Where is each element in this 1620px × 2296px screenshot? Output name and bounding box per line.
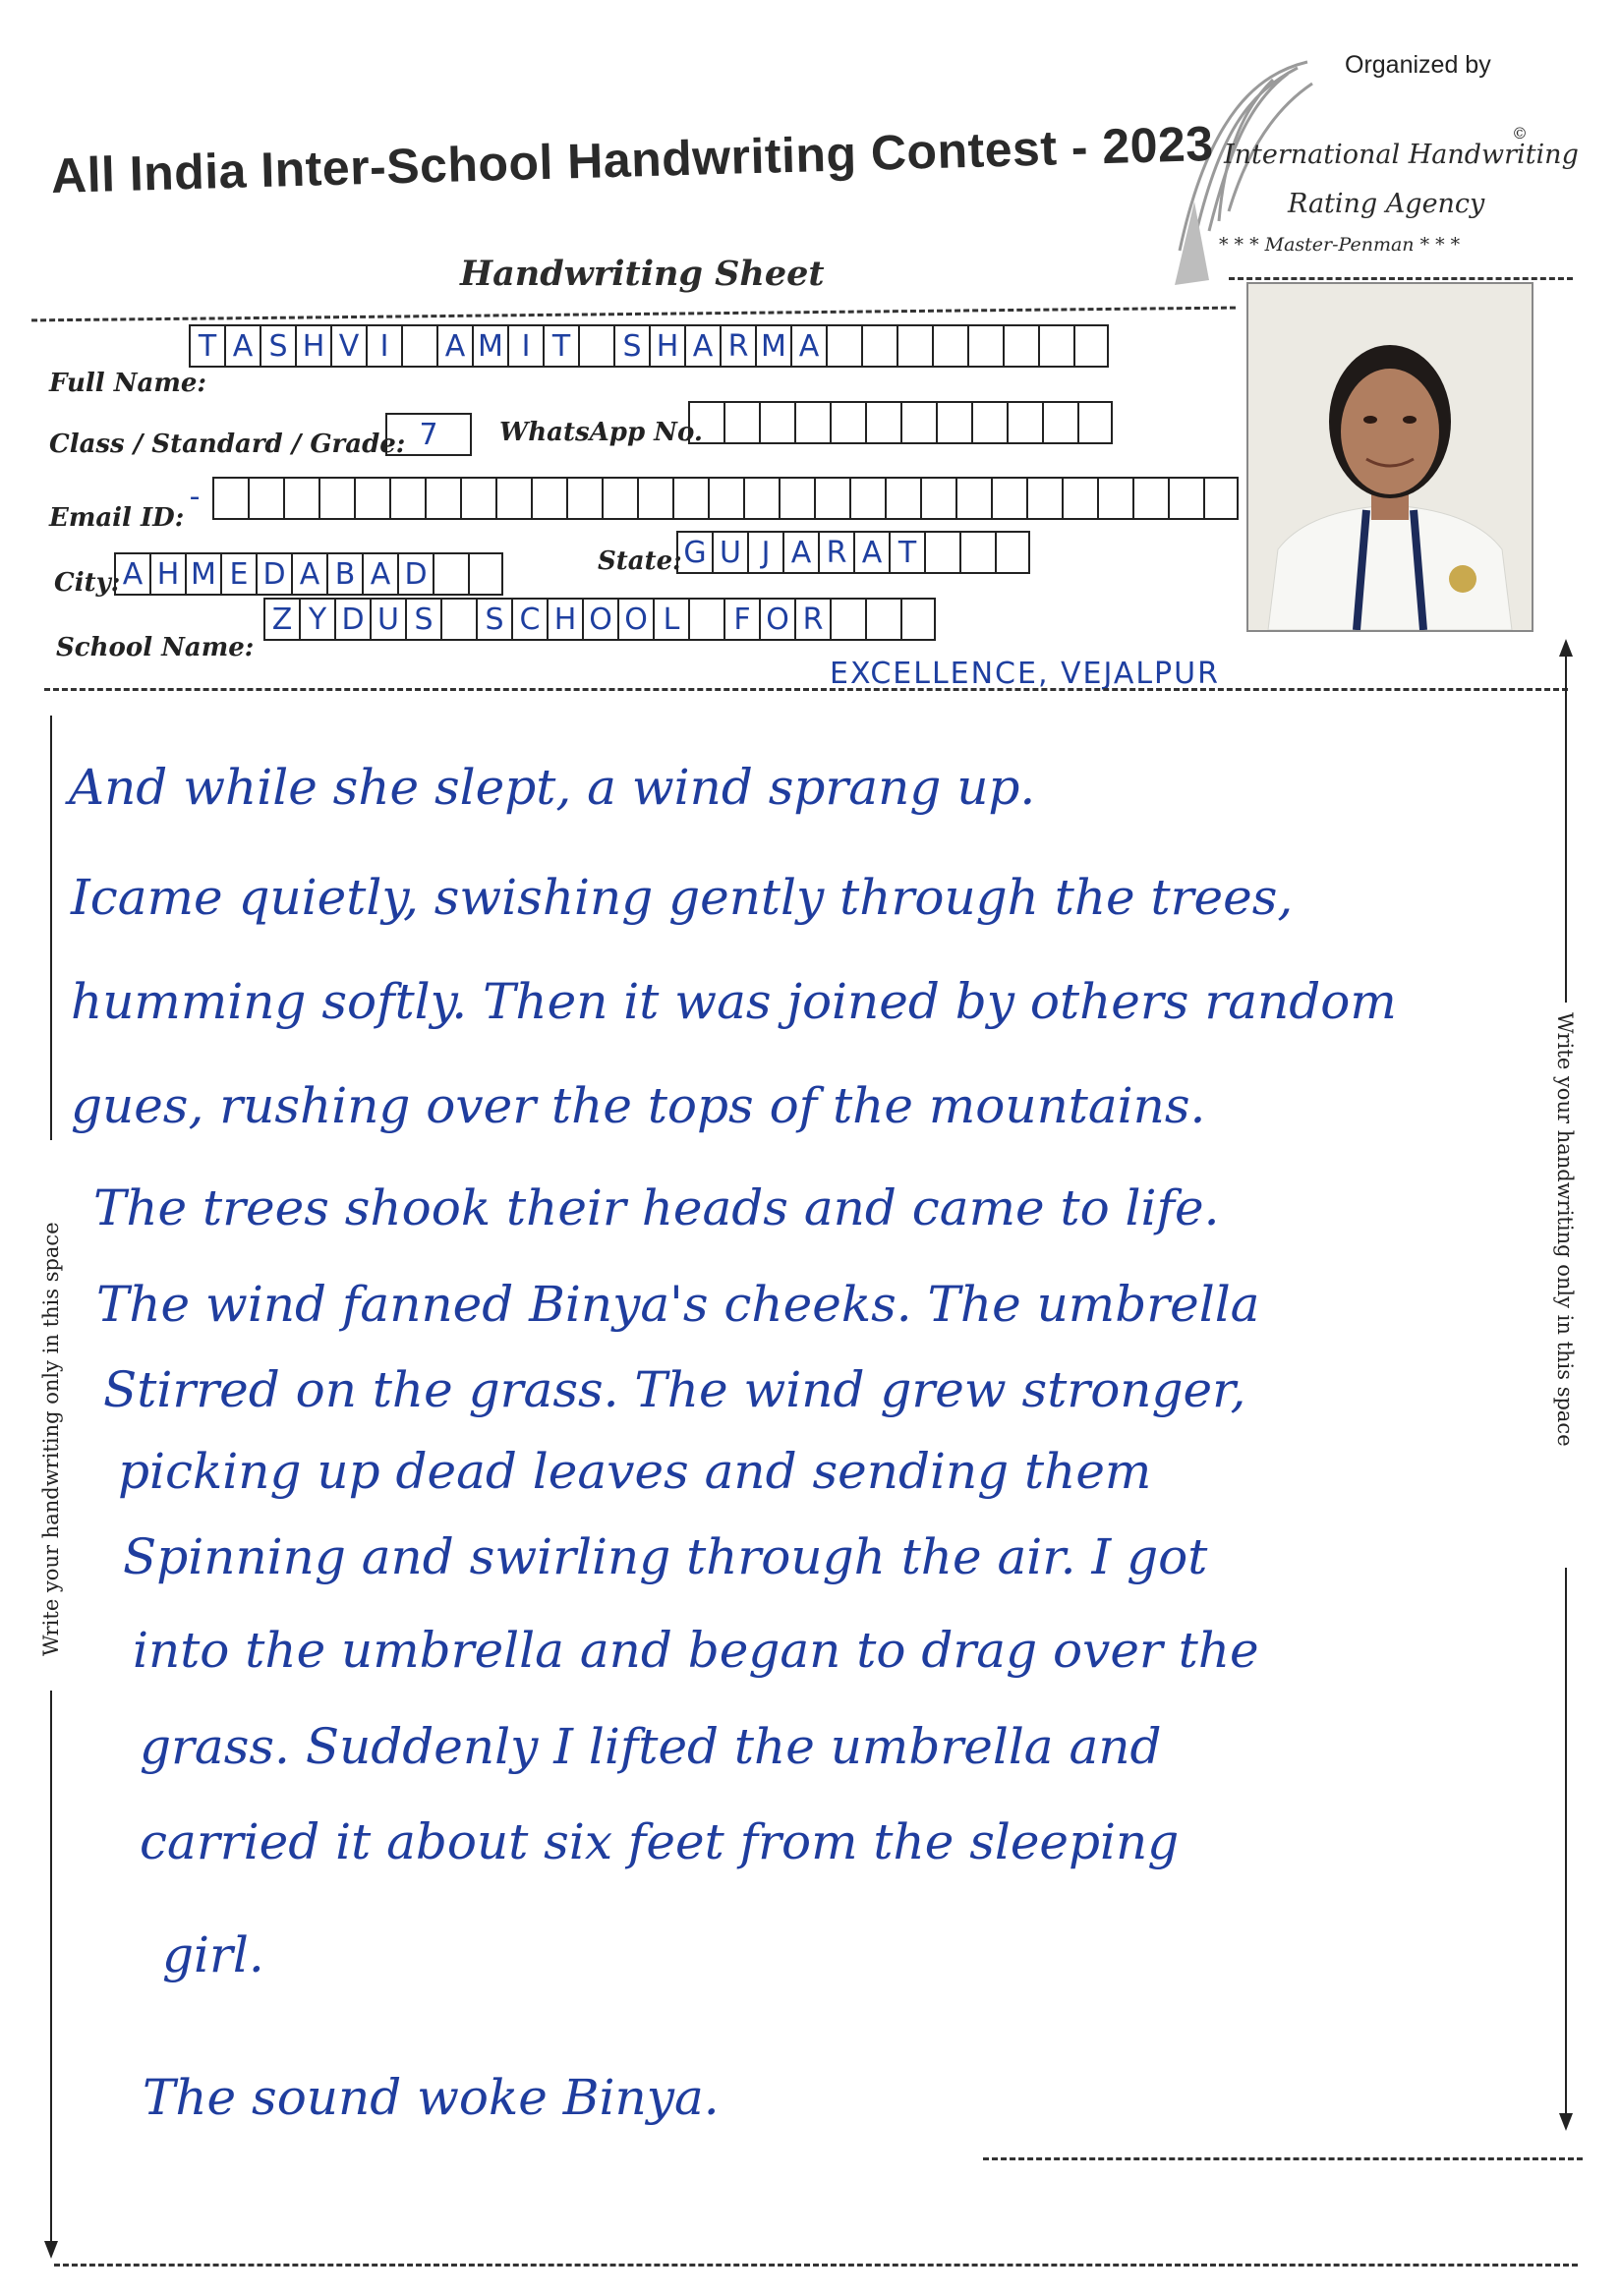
school-name-label: School Name: (56, 633, 255, 662)
character-box (971, 401, 1007, 444)
character-box (995, 531, 1030, 574)
character-box (743, 477, 779, 520)
character-box: A (436, 324, 472, 368)
character-box (1007, 401, 1042, 444)
character-box: I (507, 324, 543, 368)
handwriting-line: The trees shook their heads and came to life. (93, 1179, 1220, 1236)
character-box: M (755, 324, 790, 368)
state-label: State: (598, 546, 682, 576)
character-box: D (334, 598, 370, 641)
character-box: H (149, 552, 185, 596)
left-margin-note: Write your handwriting only in this space (39, 1222, 63, 1656)
character-box: L (653, 598, 688, 641)
character-box (1077, 401, 1113, 444)
full-name-label: Full Name: (49, 369, 206, 398)
character-box: O (617, 598, 653, 641)
handwriting-line: gues, rushing over the tops of the mountains. (71, 1077, 1206, 1134)
character-box (955, 477, 991, 520)
character-box: T (889, 531, 924, 574)
character-box (920, 477, 955, 520)
bottom-divider (54, 2264, 1578, 2267)
character-box (708, 477, 743, 520)
bottom-divider-right (983, 2157, 1583, 2160)
character-box (794, 401, 830, 444)
handwriting-line: Icame quietly, swishing gently through the trees, (71, 869, 1294, 926)
character-box (1203, 477, 1239, 520)
character-box: A (291, 552, 326, 596)
character-box (779, 477, 814, 520)
character-box (865, 598, 900, 641)
whatsapp-field[interactable] (688, 401, 1113, 444)
character-box (830, 598, 865, 641)
character-box: O (582, 598, 617, 641)
handwriting-line: carried it about six feet from the sleeping (140, 1813, 1180, 1870)
character-box (283, 477, 318, 520)
character-box: A (782, 531, 818, 574)
character-box (924, 531, 959, 574)
character-box: F (723, 598, 759, 641)
character-box (354, 477, 389, 520)
character-box (865, 401, 900, 444)
character-box (900, 598, 936, 641)
handwriting-line: picking up dead leaves and sending them (118, 1443, 1152, 1500)
character-box: A (362, 552, 397, 596)
character-box: S (405, 598, 440, 641)
photo-divider (1229, 277, 1573, 280)
character-box: A (790, 324, 826, 368)
copyright-icon: © (1512, 124, 1528, 143)
character-box (967, 324, 1003, 368)
character-box: H (295, 324, 330, 368)
student-photo (1246, 282, 1533, 632)
character-box: R (720, 324, 755, 368)
character-box (1026, 477, 1062, 520)
character-box: A (114, 552, 149, 596)
sheet-title: Handwriting Sheet (460, 254, 825, 294)
agency-name-line2: Rating Agency (1288, 189, 1485, 219)
character-box: M (472, 324, 507, 368)
character-box (1062, 477, 1097, 520)
character-box (991, 477, 1026, 520)
character-box: V (330, 324, 366, 368)
character-box (885, 477, 920, 520)
character-box (602, 477, 637, 520)
character-box: D (256, 552, 291, 596)
character-box (318, 477, 354, 520)
character-box: M (185, 552, 220, 596)
agency-name-line1: International Handwriting (1224, 140, 1579, 170)
character-box: S (476, 598, 511, 641)
character-box (1073, 324, 1109, 368)
character-box: A (684, 324, 720, 368)
character-box: Z (263, 598, 299, 641)
school-name-continued: EXCELLENCE, VEJALPUR (830, 657, 1220, 691)
email-label: Email ID: (49, 503, 185, 533)
character-box (1097, 477, 1132, 520)
agency-tagline: * * * Master-Penman * * * (1219, 234, 1461, 256)
character-box (248, 477, 283, 520)
character-box: U (712, 531, 747, 574)
handwriting-line: grass. Suddenly I lifted the umbrella and (140, 1718, 1162, 1775)
right-margin-note: Write your handwriting only in this space (1553, 1012, 1577, 1447)
character-box: D (397, 552, 433, 596)
character-box: I (366, 324, 401, 368)
handwriting-line: Stirred on the grass. The wind grew stronger, (103, 1361, 1246, 1418)
character-box: R (818, 531, 853, 574)
grade-label: Class / Standard / Grade: (49, 430, 406, 459)
character-box: T (189, 324, 224, 368)
character-box (566, 477, 602, 520)
character-box (425, 477, 460, 520)
character-box (759, 401, 794, 444)
character-box (433, 552, 468, 596)
character-box: T (543, 324, 578, 368)
full-name-field[interactable] (189, 324, 1109, 368)
character-box (959, 531, 995, 574)
city-field[interactable] (114, 552, 503, 596)
character-box: C (511, 598, 547, 641)
handwriting-line: humming softly. Then it was joined by others random (71, 973, 1397, 1030)
character-box: E (220, 552, 256, 596)
school-name-field[interactable] (263, 598, 936, 641)
character-box: A (224, 324, 260, 368)
character-box (401, 324, 436, 368)
whatsapp-label: WhatsApp No. (499, 418, 703, 447)
header-divider (31, 307, 1236, 322)
character-box (932, 324, 967, 368)
character-box (861, 324, 897, 368)
organized-by-label: Organized by (1345, 51, 1491, 79)
character-box: U (370, 598, 405, 641)
character-box (637, 477, 672, 520)
character-box (440, 598, 476, 641)
character-box (1003, 324, 1038, 368)
character-box (389, 477, 425, 520)
character-box: B (326, 552, 362, 596)
character-box (826, 324, 861, 368)
character-box (900, 401, 936, 444)
character-box (495, 477, 531, 520)
character-box (1132, 477, 1168, 520)
character-box: R (794, 598, 830, 641)
character-box (936, 401, 971, 444)
character-box: S (613, 324, 649, 368)
character-box (212, 477, 248, 520)
grade-value: 7 (385, 413, 472, 456)
character-box: H (547, 598, 582, 641)
handwriting-line: The wind fanned Binya's cheeks. The umbrella (96, 1276, 1260, 1333)
grade-field[interactable] (385, 413, 472, 456)
character-box (814, 477, 849, 520)
character-box (460, 477, 495, 520)
character-box (672, 477, 708, 520)
character-box: J (747, 531, 782, 574)
character-box (1038, 324, 1073, 368)
character-box (578, 324, 613, 368)
state-field[interactable] (676, 531, 1030, 574)
handwriting-line: girl. (162, 1926, 264, 1983)
student-photo-icon (1248, 284, 1532, 630)
city-label: City: (54, 568, 121, 598)
character-box: H (649, 324, 684, 368)
character-box (830, 401, 865, 444)
character-box: G (676, 531, 712, 574)
character-box (531, 477, 566, 520)
handwriting-line: into the umbrella and began to drag over the (133, 1622, 1259, 1679)
handwriting-line: The sound woke Binya. (143, 2069, 720, 2126)
character-box (897, 324, 932, 368)
character-box: O (759, 598, 794, 641)
character-box (688, 598, 723, 641)
character-box: - (189, 480, 201, 514)
character-box (1042, 401, 1077, 444)
email-field[interactable] (177, 477, 1239, 520)
character-box (849, 477, 885, 520)
handwriting-line: Spinning and swirling through the air. I got (123, 1528, 1208, 1585)
character-box (1168, 477, 1203, 520)
character-box (723, 401, 759, 444)
handwriting-line: And while she slept, a wind sprang up. (69, 759, 1036, 816)
character-box: A (853, 531, 889, 574)
character-box: S (260, 324, 295, 368)
character-box: Y (299, 598, 334, 641)
form-divider (44, 688, 1568, 691)
character-box (688, 401, 723, 444)
contest-title: All India Inter-School Handwriting Contest - 2023 (50, 115, 1215, 203)
character-box (468, 552, 503, 596)
